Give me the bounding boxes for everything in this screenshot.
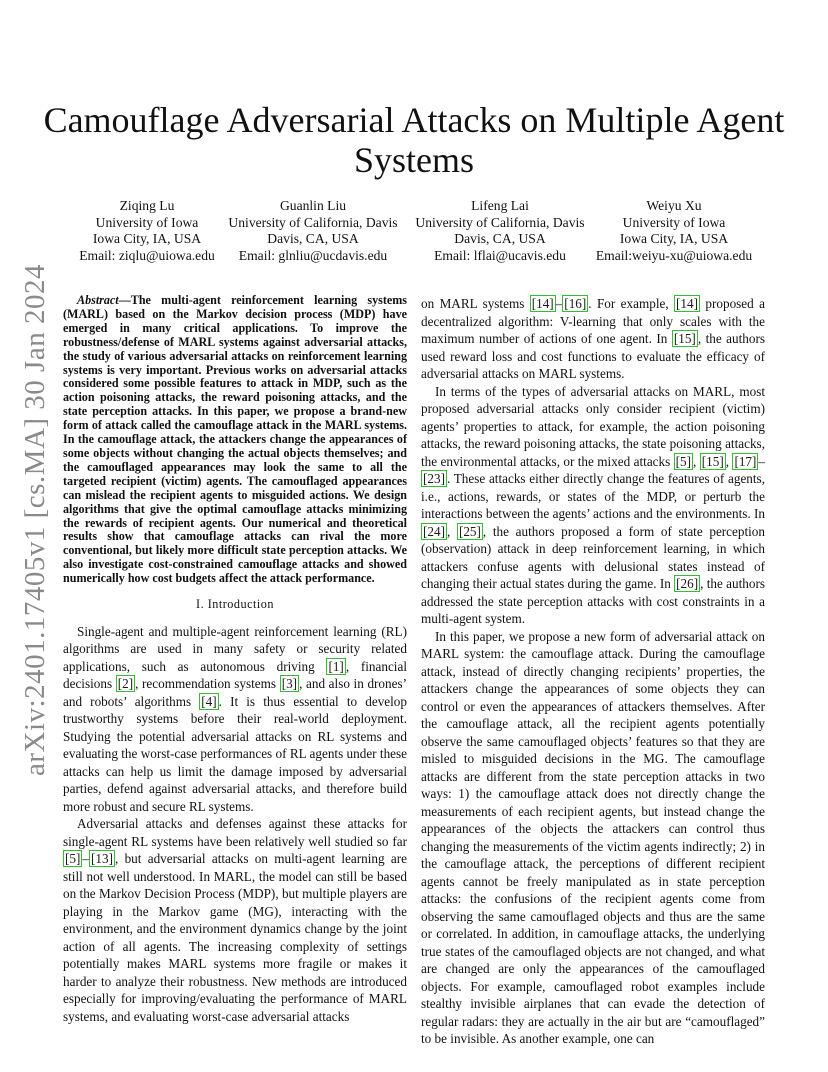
citation-link[interactable]: [25] [458,523,481,539]
author-location: Davis, CA, USA [267,231,359,247]
citation-link[interactable]: [3] [281,676,298,692]
left-column [63,294,407,1025]
author-affiliation: University of Iowa [95,214,199,230]
author-location: Iowa City, IA, USA [619,231,729,247]
abstract-label: Abstract [77,293,119,307]
paragraph: In this paper, we propose a new form of adversarial attack on MARL system: the camouflage attack. During the camouflage attack, instead of directly changing recipients’ properties, the attackers change the appearances of some objects they can control or even the appearances of attackers themselves. After the camouflage attack, all the recipient agents potentially observe the same camouflaged objects’ features so that they are misled to misguided decisions in the MG. The camouflage attacks are different from the state perception attacks in two ways: 1) the camouflage attack does not directly change the measurements of each recipient agents, but instead change the appearances of the objects the attackers can control thus changing the measurements of the victim agents indirectly; 2) in the camouflage attack, the perceptions of different recipient agents cannot be freely manipulated as in state perception attacks: the confusions of the recipient agents come from observing the same camouflaged objects and thus are the same or correlated. In addition, in camouflage attacks, the underlying true states of the camouflaged objects are not changed, and what are changed are only the appearances of the camouflaged objects. For example, camouflaged robot examples include stealthy invisible airplanes that can evade the detection of regular radars: they are actually in the air but are “camouflaged” to be invisible. As another example, one can [421,628,765,1046]
author-4 [592,198,756,264]
paragraph: Single-agent and multiple-agent reinforcement learning (RL) algorithms are used in many safety or security related applications, such as autonomous driving [1] , financial decisions [2] , recommendation systems [3] , and also in drones’ and robots’ algorithms [4] . It is thus essential to develop trustworthy systems before their real-world deployment. Studying the potential adversarial attacks on RL systems and evaluating the worst-case performances of RL agents under these attacks can help us limit the damage imposed by adversarial parties, defend against adversarial attacks, and therefore build more robust and secure RL systems. [63,623,407,814]
arxiv-identifier: arXiv:2401.17405v1 [cs.MA] 30 Jan 2024 [19,264,51,776]
citation-link[interactable]: [23] [423,471,445,486]
citation-link[interactable]: [15] [673,331,696,346]
citation-link[interactable]: [5] [675,453,692,469]
paper-title: Camouflage Adversarial Attacks on Multiple Agent Systems [43,100,785,180]
author-name: Weiyu Xu [646,198,702,213]
citation-link[interactable]: [14] [676,296,699,311]
paragraph: Adversarial attacks and defenses against these attacks for single-agent RL systems have been relatively well studied so far [5] – [13] , but adversarial attacks on multi-agent learning are still not well understood. In MARL, the model can still be based on the Markov Decision Process (MDP), but multiple players are playing in the Markov game (MG), interacting with the environment, and the environment dynamics change by the joint action of all agents. The increasing complexity of settings potentially makes MARL systems more fragile or makes it harder to analyze their robustness. New methods are introduced especially for improving/evaluating the performance of MARL systems, and evaluating worst-case adversarial attacks [63,816,407,1024]
citation-link[interactable]: [13] [90,851,113,867]
citation-link[interactable]: [24] [423,523,445,539]
citation-link[interactable]: [16] [564,296,587,311]
section-heading: I. Introduction [196,597,274,612]
author-name: Lifeng Lai [471,198,529,213]
citation-link[interactable]: [4] [201,693,217,709]
citation-link[interactable]: [17] [734,453,757,469]
citation-link[interactable]: [14] [531,296,554,311]
paragraph: on MARL systems [14] – [16] . For example, [14] proposed a decentralized algorithm: V-learning that only scales with the maximum number of actions of one agent. In [15] , the authors used reward loss and cost functions to evaluate the efficacy of adversarial attacks on MARL systems. [421,296,766,381]
author-1 [79,198,215,264]
abstract-text: —The multi-agent reinforcement learning systems (MARL) based on the Markov decision process (MDP) have emerged in many critical applications. To improve the robustness/defense of MARL systems against adversarial attacks, the study of various adversarial attacks on reinforcement learning systems is very important. Previous works on adversarial attacks considered some possible features to attack in MDP, such as the action poisoning attacks, the reward poisoning attacks, and the state perception attacks. In this paper, we propose a brand-new form of attack called the camouflage attack in the MARL systems. In the camouflage attack, the attackers change the appearances of some objects without changing the actual objects themselves; and the camouflaged appearances may look the same to all the targeted recipient (victim) agents. The camouflaged appearances can mislead the recipient agents to misguided actions. We design algorithms that give the optimal camouflage attacks minimizing the rewards of recipient agents. Our numerical and theoretical results show that camouflage attacks can rival the more conventional, but likely more difficult state perception attacks. We also investigate cost-constrained camouflage attacks and showed numerically how cost budgets affect the attack performance. [63,293,407,586]
author-affiliation: University of Iowa [622,214,726,230]
citation-link[interactable]: [5] [65,851,81,867]
citation-link[interactable]: [2] [117,676,134,692]
author-3 [413,198,587,264]
author-email: Email: glnliu@ucdavis.edu [238,247,388,263]
author-email: Email: ziqlu@uiowa.edu [79,247,215,263]
author-email: Email:weiyu-xu@uiowa.edu [595,247,753,263]
author-location: Iowa City, IA, USA [92,231,202,247]
citation-link[interactable]: [1] [328,658,344,674]
author-email: Email: lflai@ucavis.edu [434,247,566,263]
author-location: Davis, CA, USA [454,231,546,247]
author-affiliation: University of California, Davis [415,214,585,230]
author-2 [226,198,400,264]
citation-link[interactable]: [26] [676,576,699,591]
paragraph: In terms of the types of adversarial attacks on MARL, most proposed adversarial attacks only consider recipient (victim) agents’ properties to attack, for example, the action poisoning attacks, the reward poisoning attacks, the state poisoning attacks, the environmental attacks, or the mixed attacks [5] , [15] , [17] –[23] . These attacks either directly change the features of agents, i.e., actions, rewards, or states of the MDP, or perturb the interactions between the agents’ actions and the environments. In [24] , [25] , the authors proposed a form of state perception (observation) attack in deep reinforcement learning, in which attackers confuse agents with delusional states instead of changing their actual states during the game. In [26] , the authors addressed the state perception attacks with cost constraints in a multi-agent system. [421,383,766,626]
author-name: Ziqing Lu [119,198,175,213]
right-column [421,295,765,1048]
author-name: Guanlin Liu [279,198,347,213]
author-affiliation: University of California, Davis [228,214,398,230]
citation-link[interactable]: [15] [701,453,724,469]
abstract [63,294,407,586]
